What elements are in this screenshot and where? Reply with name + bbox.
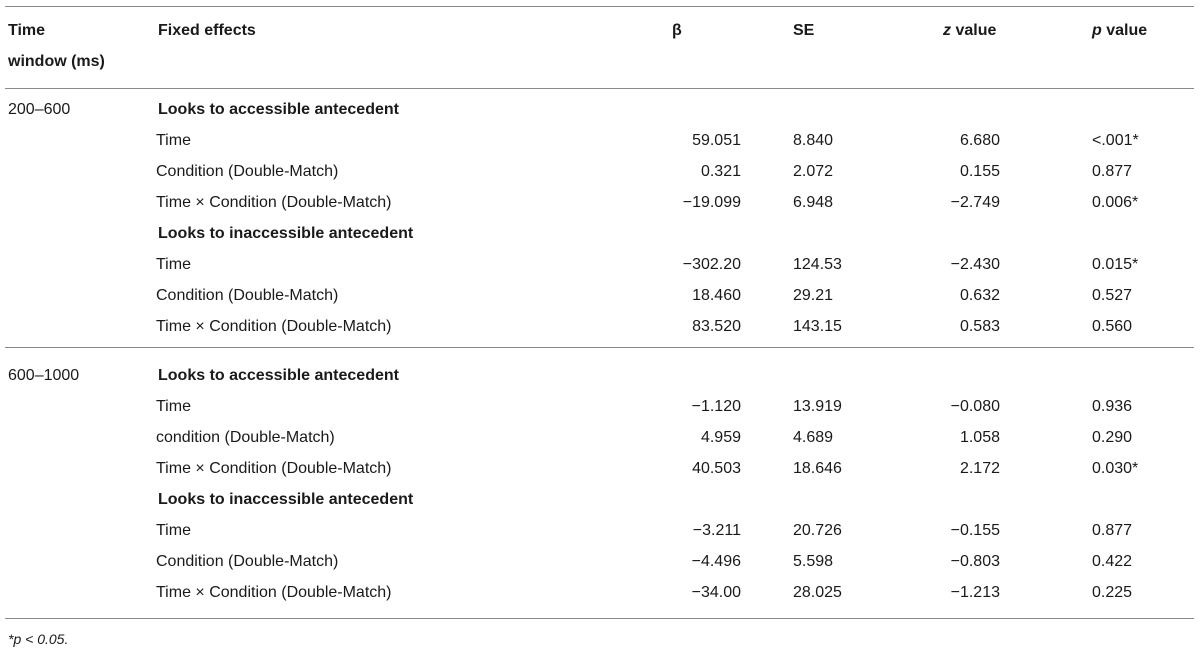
p-cell: 0.560 <box>1092 318 1133 335</box>
time-window-cell: 600–1000 <box>8 367 80 384</box>
header-p-symbol: p <box>1092 22 1102 39</box>
beta-cell: −4.496 <box>691 553 741 570</box>
effect-cell: Time <box>156 132 191 149</box>
se-cell: 29.21 <box>793 287 834 304</box>
header-z-symbol: z <box>943 22 951 39</box>
effect-cell: Condition (Double-Match) <box>156 287 339 304</box>
group-label: Looks to inaccessible antecedent <box>158 225 414 242</box>
se-cell: 8.840 <box>793 132 834 149</box>
beta-cell: −302.20 <box>682 256 741 273</box>
p-cell: <.001* <box>1092 132 1139 149</box>
p-cell: 0.290 <box>1092 429 1133 446</box>
beta-cell: 83.520 <box>692 318 741 335</box>
se-cell: 143.15 <box>793 318 842 335</box>
p-cell: 0.877 <box>1092 522 1133 539</box>
p-cell: 0.422 <box>1092 553 1133 570</box>
se-cell: 5.598 <box>793 553 834 570</box>
se-cell: 4.689 <box>793 429 834 446</box>
group-label: Looks to accessible antecedent <box>158 367 399 384</box>
beta-cell: 40.503 <box>692 460 741 477</box>
p-cell: 0.877 <box>1092 163 1133 180</box>
group-label: Looks to inaccessible antecedent <box>158 491 414 508</box>
header-p-value <box>1092 21 1147 41</box>
top-rule <box>5 6 1194 7</box>
z-cell: −0.803 <box>950 553 1000 570</box>
effect-cell: Condition (Double-Match) <box>156 553 339 570</box>
se-cell: 6.948 <box>793 194 834 211</box>
z-cell: −0.080 <box>950 398 1000 415</box>
footnote: *p < 0.05. <box>8 631 69 647</box>
se-cell: 2.072 <box>793 163 834 180</box>
effect-cell: Condition (Double-Match) <box>156 163 339 180</box>
se-cell: 28.025 <box>793 584 842 601</box>
p-cell: 0.225 <box>1092 584 1133 601</box>
header-rule <box>5 88 1194 89</box>
p-cell: 0.006* <box>1092 194 1139 211</box>
header-p-suffix: value <box>1101 22 1148 39</box>
se-cell: 124.53 <box>793 256 842 273</box>
header-beta: β <box>672 22 682 39</box>
effect-cell: Time <box>156 398 191 415</box>
section-rule <box>5 347 1194 348</box>
z-cell: 1.058 <box>959 429 1000 446</box>
effect-cell: Time × Condition (Double-Match) <box>156 194 392 211</box>
beta-cell: 18.460 <box>692 287 741 304</box>
z-cell: 0.632 <box>959 287 1000 304</box>
header-z-value <box>943 21 996 41</box>
effect-cell: Time × Condition (Double-Match) <box>156 318 392 335</box>
header-time-window-line1: Time <box>8 22 46 39</box>
header-se: SE <box>793 22 815 39</box>
beta-cell: −3.211 <box>692 522 741 539</box>
z-cell: 0.583 <box>959 318 1000 335</box>
effect-cell: Time <box>156 522 191 539</box>
effect-cell: Time <box>156 256 191 273</box>
effect-cell: condition (Double-Match) <box>156 429 335 446</box>
z-cell: 2.172 <box>959 460 1000 477</box>
z-cell: 6.680 <box>959 132 1000 149</box>
time-window-cell: 200–600 <box>8 101 71 118</box>
z-cell: −0.155 <box>950 522 1000 539</box>
p-cell: 0.015* <box>1092 256 1139 273</box>
beta-cell: 4.959 <box>700 429 741 446</box>
p-cell: 0.030* <box>1092 460 1139 477</box>
p-cell: 0.936 <box>1092 398 1133 415</box>
z-cell: −2.749 <box>950 194 1000 211</box>
header-time-window-line2: window (ms) <box>8 53 105 70</box>
beta-cell: −34.00 <box>691 584 741 601</box>
beta-cell: −19.099 <box>682 194 741 211</box>
p-cell: 0.527 <box>1092 287 1133 304</box>
header-fixed-effects: Fixed effects <box>158 22 256 39</box>
effect-cell: Time × Condition (Double-Match) <box>156 460 392 477</box>
se-cell: 13.919 <box>793 398 842 415</box>
beta-cell: 0.321 <box>700 163 741 180</box>
z-cell: −2.430 <box>950 256 1000 273</box>
se-cell: 18.646 <box>793 460 842 477</box>
z-cell: 0.155 <box>959 163 1000 180</box>
z-cell: −1.213 <box>950 584 1000 601</box>
bottom-rule <box>5 618 1194 619</box>
header-z-suffix: value <box>951 22 997 39</box>
beta-cell: 59.051 <box>692 132 741 149</box>
beta-cell: −1.120 <box>691 398 741 415</box>
se-cell: 20.726 <box>793 522 842 539</box>
effect-cell: Time × Condition (Double-Match) <box>156 584 392 601</box>
group-label: Looks to accessible antecedent <box>158 101 399 118</box>
